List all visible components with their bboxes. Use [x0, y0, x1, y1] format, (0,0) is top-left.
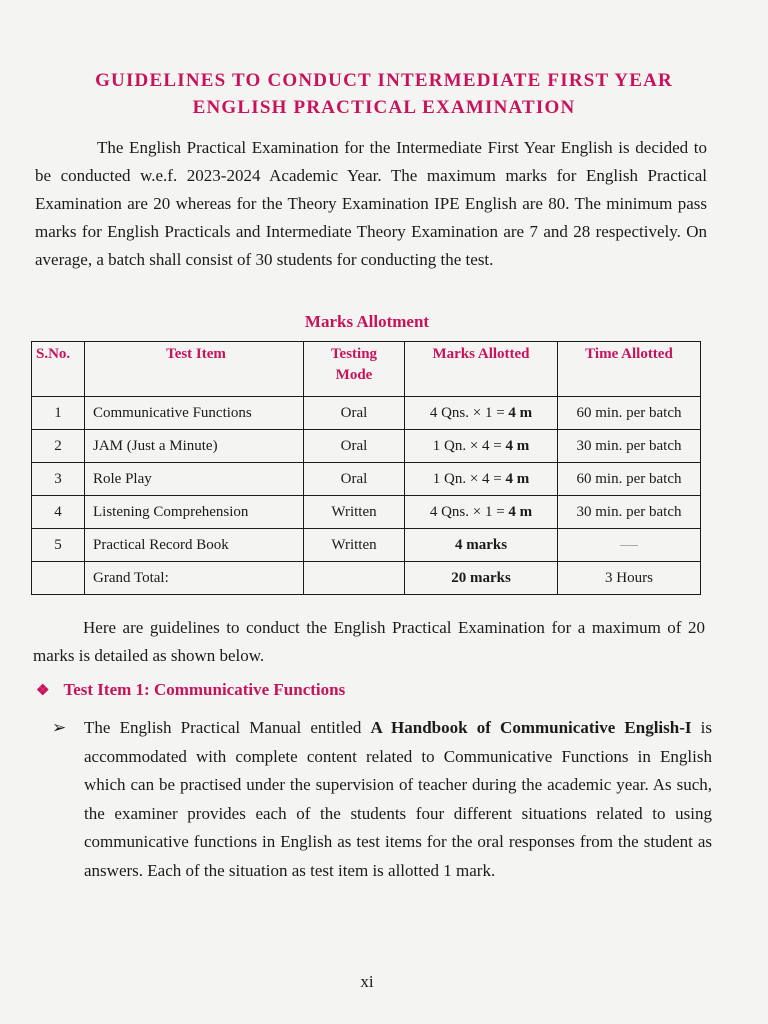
cell-sno: 5 — [32, 529, 85, 562]
cell-test-item: Communicative Functions — [85, 397, 304, 430]
header-sno: S.No. — [32, 342, 85, 397]
list-item — [52, 714, 712, 885]
section-heading-text: Test Item 1: Communicative Functions — [63, 680, 346, 699]
marks-value: 4 m — [508, 404, 533, 421]
cell-mode: Oral — [304, 430, 405, 463]
table-row — [32, 529, 701, 562]
cell-marks — [405, 463, 558, 496]
intro-text: The English Practical Examination for the Intermediate First Year English is decided to be conducted w.e.f. 2023-2024 Academic Year. The maximum marks for English Practical Examination are 20 whereas for the Theory Examination IPE English are 80. The minimum pass marks for English Practicals and Intermediate Theory Examination are 7 and 28 respectively. On average, a batch shall consist of 30 students for conducting the test. — [35, 138, 707, 269]
page-number: xi — [360, 972, 374, 991]
list-item-text — [84, 714, 712, 885]
cell-marks — [405, 397, 558, 430]
marks-value: 4 m — [508, 503, 533, 520]
cell-test-item: JAM (Just a Minute) — [85, 430, 304, 463]
header-testing-mode-line2: Mode — [335, 367, 373, 383]
cell-time: 30 min. per batch — [558, 430, 701, 463]
cell-test-item: Role Play — [85, 463, 304, 496]
marks-formula: 4 Qns. × 1 = — [429, 503, 509, 520]
table-row — [32, 463, 701, 496]
header-test-item: Test Item — [85, 342, 304, 397]
guidelines-text: Here are guidelines to conduct the English Practical Examination for a maximum of 20 marks is detailed as shown below. — [33, 618, 705, 665]
marks-allotment-table — [31, 341, 701, 595]
table-row — [32, 430, 701, 463]
cell-marks — [405, 496, 558, 529]
marks-value: 4 m — [505, 470, 530, 487]
intro-paragraph — [35, 134, 707, 274]
marks-value: 4 m — [505, 437, 530, 454]
cell-test-item: Practical Record Book — [85, 529, 304, 562]
handbook-title: A Handbook of Communicative English-I — [370, 718, 692, 737]
table-total-row — [32, 562, 701, 595]
table-row — [32, 496, 701, 529]
cell-sno: 4 — [32, 496, 85, 529]
arrow-bullet-icon: ➢ — [52, 718, 67, 737]
total-marks-value: 20 marks — [451, 569, 511, 586]
cell-sno: 1 — [32, 397, 85, 430]
cell-empty — [304, 562, 405, 595]
cell-mode: Oral — [304, 397, 405, 430]
marks-formula: 1 Qn. × 4 = — [432, 437, 506, 454]
diamond-bullet-icon: ❖ — [36, 683, 50, 699]
marks-formula: 1 Qn. × 4 = — [432, 470, 506, 487]
header-time-allotted: Time Allotted — [558, 342, 701, 397]
cell-time: 30 min. per batch — [558, 496, 701, 529]
cell-empty — [32, 562, 85, 595]
cell-test-item: Listening Comprehension — [85, 496, 304, 529]
marks-formula: 4 Qns. × 1 = — [429, 404, 509, 421]
header-testing-mode-line1: Testing — [330, 346, 378, 362]
marks-value: 4 marks — [454, 536, 508, 553]
dash-mark — [620, 545, 638, 546]
section-heading — [36, 680, 345, 700]
header-testing-mode — [304, 342, 405, 397]
cell-marks — [405, 430, 558, 463]
cell-time-empty — [558, 529, 701, 562]
page-title-line2: ENGLISH PRACTICAL EXAMINATION — [192, 97, 576, 118]
cell-total-time: 3 Hours — [558, 562, 701, 595]
cell-mode: Written — [304, 529, 405, 562]
cell-time: 60 min. per batch — [558, 463, 701, 496]
guidelines-paragraph — [33, 614, 705, 670]
cell-total-marks — [405, 562, 558, 595]
cell-sno: 3 — [32, 463, 85, 496]
cell-marks — [405, 529, 558, 562]
table-row — [32, 397, 701, 430]
cell-sno: 2 — [32, 430, 85, 463]
header-marks-allotted: Marks Allotted — [405, 342, 558, 397]
cell-total-label: Grand Total: — [85, 562, 304, 595]
table-header-row — [32, 342, 701, 397]
item-text-prefix: The English Practical Manual entitled — [84, 718, 371, 737]
page-title-line1: GUIDELINES TO CONDUCT INTERMEDIATE FIRST YEAR — [95, 70, 673, 91]
cell-mode: Written — [304, 496, 405, 529]
cell-time: 60 min. per batch — [558, 397, 701, 430]
cell-mode: Oral — [304, 463, 405, 496]
item-text-suffix: is accommodated with complete content related to Communicative Functions in English which can be practised under the supervision of teacher during the academic year. As such, the examiner provides each of the students four different situations related to using communicative functions in English as test items for the oral responses from the student as answers. Each of the situation as test item is allotted 1 mark. — [84, 718, 712, 880]
table-caption: Marks Allotment — [304, 312, 430, 331]
